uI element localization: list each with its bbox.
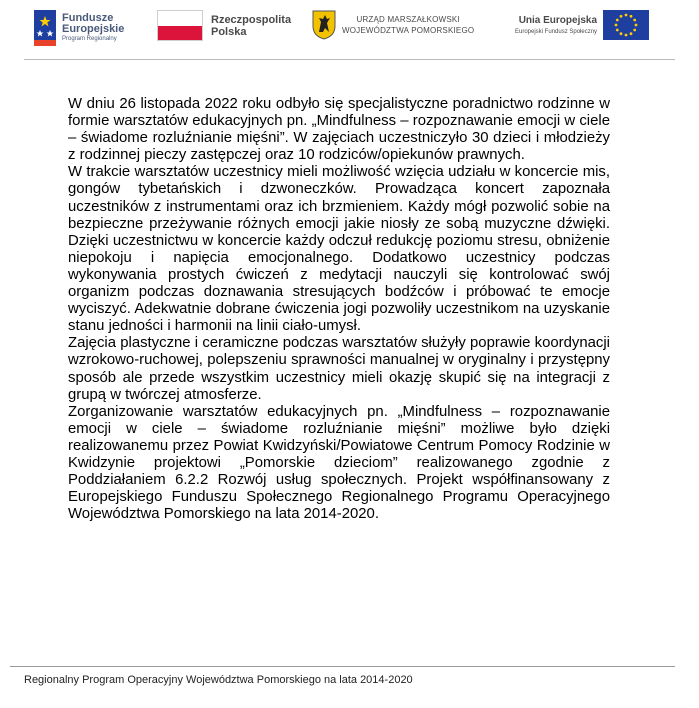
rp-line1: Rzeczpospolita (211, 13, 292, 26)
paragraph-4: Zorganizowanie warsztatów edukacyjnych pn. „Mindfulness – rozpoznawanie emocji w ciele – świadome rozluźnianie mięśni” możliwe było dzięki realizowanemu przez Powiat Kwidzyński/Powiatowe Centrum Pomocy Rodzinie w Kwidzynie projektowi „Pomorskie dzieciom” realizowanego zgodnie z Poddziałaniem 6.2.2 Rozwój usług społecznych. Projekt współfinansowany z Europejskiego Funduszu Społecznego Regionalnego Programu Operacyjnego Województwa Pomorskiego na lata 2014-2020. (68, 403, 610, 523)
fe-title-line1: Fundusze (62, 11, 114, 24)
ue-line2: Europejski Fundusz Społeczny (515, 29, 598, 35)
polish-flag-icon (157, 10, 203, 41)
footer-text: Regionalny Program Operacyjny Województwa Pomorskiego na lata 2014-2020 (24, 674, 413, 686)
um-line2: WOJEWÓDZTWA POMORSKIEGO (342, 26, 475, 35)
eu-flag-icon (603, 10, 649, 40)
fe-subtitle: Program Regionalny (62, 35, 117, 42)
page-footer (10, 666, 675, 703)
fe-title-line2: Europejskie (62, 22, 125, 35)
logo-header (24, 0, 675, 60)
article-body (68, 96, 610, 523)
ue-line1: Unia Europejska (518, 15, 598, 26)
rp-line2: Polska (211, 25, 247, 38)
griffin-coat-of-arms-icon (312, 10, 336, 40)
paragraph-1: W dniu 26 listopada 2022 roku odbyło się specjalistyczne poradnictwo rodzinne w formie warsztatów edukacyjnych pn. „Mindfulness – rozpoznawanie emocji w ciele – świadome rozluźnianie mięśni”. W zajęciach uczestniczyło 30 dzieci i młodzieży z rodzinnej pieczy zastępczej oraz 10 rodziców/opiekunów prawnych. (68, 96, 610, 164)
paragraph-3: Zajęcia plastyczne i ceramiczne podczas warsztatów służyły poprawie koordynacji wzrokowo-ruchowej, polepszeniu sprawności manualnej w oryginalny i przystępny sposób ale przede wszystkim uczestnicy mieli okazję skupić się na integracji z grupą w twórczej atmosferze. (68, 335, 610, 403)
paragraph-2: W trakcie warsztatów uczestnicy mieli możliwość wzięcia udziału w koncercie mis, gongów tybetańskich i dzwoneczków. Prowadząca koncert zapoznała uczestników z instrumentami oraz ich brzmieniem. Każdy mógł pozwolić sobie na bezpieczne przeżywanie różnych emocji jakie niosły ze sobą muzyczne dźwięki. Dzięki uczestnictwu w koncercie każdy odczuł redukcję poziomu stresu, obniżenie niepokoju i napięcia emocjonalnego. Dodatkowo uczestnicy podczas wykonywania prostych ćwiczeń z medytacji nauczyli się kontrolować swój organizm podczas doznawania stresujących bodźców i próbować te emocje wyciszyć. Adekwatnie dobrane ćwiczenia jogi pozwoliły uczestnikom na uzyskanie stanu jedności i harmonii na linii ciało-umysł. (68, 164, 610, 335)
fe-stars-icon (34, 10, 56, 46)
urzad-marszalkowski-logo (312, 10, 474, 40)
um-line1: URZĄD MARSZAŁKOWSKI (356, 15, 460, 24)
fundusze-europejskie-logo (34, 10, 124, 46)
unia-europejska-logo (515, 10, 649, 40)
rzeczpospolita-polska-logo (157, 10, 291, 41)
